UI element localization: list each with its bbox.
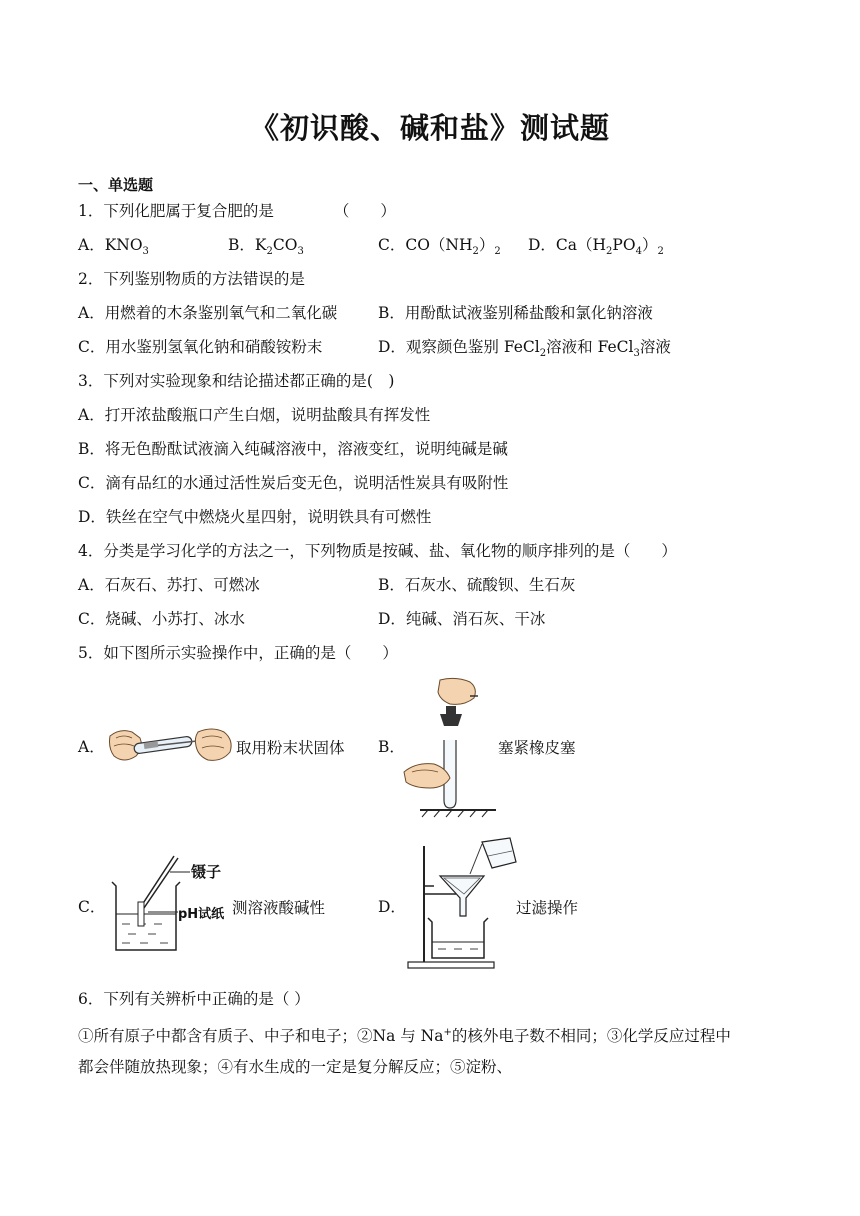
question-4-option-b[interactable]: B．石灰水、硫酸钡、生石灰 bbox=[378, 576, 576, 594]
ph-paper-icon bbox=[138, 902, 144, 926]
rubber-stopper-icon bbox=[440, 706, 462, 726]
filtration-figure bbox=[404, 836, 524, 972]
question-4-option-d[interactable]: D．纯碱、消石灰、干冰 bbox=[378, 610, 546, 628]
question-6-text-line-2: 都会伴随放热现象；④有水生成的一定是复分解反应；⑤淀粉、 bbox=[78, 1058, 513, 1076]
question-1-stem: 1．下列化肥属于复合肥的是 （ ） bbox=[78, 202, 396, 220]
ph-paper-label: pH试纸 bbox=[178, 907, 225, 922]
question-4-stem: 4．分类是学习化学的方法之一，下列物质是按碱、盐、氧化物的顺序排列的是（ ） bbox=[78, 542, 677, 560]
question-2-option-b[interactable]: B．用酚酞试液鉴别稀盐酸和氯化钠溶液 bbox=[378, 304, 653, 322]
question-6-stem: 6．下列有关辨析中正确的是（ ） bbox=[78, 990, 310, 1008]
question-3-option-a[interactable]: A．打开浓盐酸瓶口产生白烟，说明盐酸具有挥发性 bbox=[78, 406, 431, 424]
lower-hand-icon bbox=[404, 764, 450, 788]
question-3-option-c[interactable]: C．滴有品红的水通过活性炭后变无色，说明活性炭具有吸附性 bbox=[78, 474, 509, 492]
question-2-option-a[interactable]: A．用燃着的木条鉴别氧气和二氧化碳 bbox=[78, 304, 338, 322]
question-2-stem: 2．下列鉴别物质的方法错误的是 bbox=[78, 270, 305, 288]
bench-icon bbox=[420, 810, 496, 817]
page-title: 《初识酸、碱和盐》测试题 bbox=[249, 111, 610, 145]
question-5-option-c-label[interactable]: C． bbox=[78, 898, 106, 916]
pouring-beaker-icon bbox=[470, 838, 516, 874]
question-1-option-b[interactable]: B．$K_2CO_3$ bbox=[228, 236, 304, 258]
question-2-option-c[interactable]: C．用水鉴别氢氧化钠和硝酸铵粉末 bbox=[78, 338, 323, 356]
question-5-option-a-caption: 取用粉末状固体 bbox=[236, 739, 345, 757]
question-6-text-line-1: ①所有原子中都含有质子、中子和电子；②Na 与 Na+的核外电子数不相同；③化学反应过程中 bbox=[78, 1027, 731, 1046]
question-1-option-c[interactable]: C．$CO(NH_2)_2$ bbox=[378, 236, 501, 258]
question-3-option-d[interactable]: D．铁丝在空气中燃烧火星四射，说明铁具有可燃性 bbox=[78, 508, 432, 526]
tweezers-label: 镊子 bbox=[191, 863, 222, 881]
question-5-option-d-caption: 过滤操作 bbox=[516, 899, 579, 917]
question-4-option-a[interactable]: A．石灰石、苏打、可燃冰 bbox=[78, 576, 260, 594]
section-heading: 一、单选题 bbox=[78, 176, 154, 194]
upper-hand-icon bbox=[438, 678, 478, 704]
question-5-option-b-label[interactable]: B． bbox=[378, 738, 405, 756]
funnel-icon bbox=[440, 876, 484, 916]
question-1-option-d[interactable]: D．$Ca(H_2PO_4)_2$ bbox=[528, 236, 664, 258]
question-3-option-b[interactable]: B．将无色酚酞试液滴入纯碱溶液中，溶液变红，说明纯碱是碱 bbox=[78, 440, 508, 458]
ph-test-figure bbox=[104, 852, 228, 956]
beaker-icon bbox=[112, 882, 180, 950]
stopper-insertion-figure bbox=[400, 676, 500, 818]
question-3-stem: 3．下列对实验现象和结论描述都正确的是( ) bbox=[78, 372, 395, 390]
question-2-option-d[interactable]: D．观察颜色鉴别 FeCl$_2$溶液和 FeCl$_3$溶液 bbox=[378, 338, 671, 360]
question-1-option-a[interactable]: A．$KNO_3$ bbox=[78, 236, 149, 258]
right-hand-icon bbox=[195, 729, 231, 760]
question-5-option-d-label[interactable]: D． bbox=[378, 898, 406, 916]
beaker-icon bbox=[428, 918, 488, 958]
powder-transfer-figure bbox=[106, 722, 236, 770]
question-5-option-a-label[interactable]: A． bbox=[78, 738, 105, 756]
question-5-option-c-caption: 测溶液酸碱性 bbox=[232, 899, 326, 917]
question-4-option-c[interactable]: C．烧碱、小苏打、冰水 bbox=[78, 610, 245, 628]
iron-stand-icon bbox=[408, 846, 494, 968]
question-5-stem: 5．如下图所示实验操作中，正确的是（ ） bbox=[78, 644, 398, 662]
question-5-option-b-caption: 塞紧橡皮塞 bbox=[498, 739, 576, 757]
tweezers-icon bbox=[140, 856, 178, 908]
